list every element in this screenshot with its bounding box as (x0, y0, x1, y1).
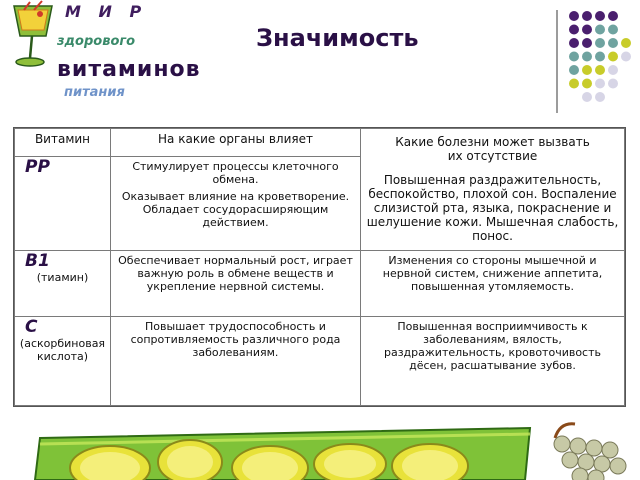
decor-dot (569, 38, 579, 48)
decor-dot (582, 52, 592, 62)
row-b1-diseases-text: Изменения со стороны мышечной и нервной систем, снижение аппетита, повышенная утомляемость. (382, 254, 603, 293)
vitamin-name-b1: В1 (25, 251, 50, 271)
decor-dot (595, 25, 605, 35)
decor-dot (621, 52, 631, 62)
header-organs: На какие органы влияет (111, 129, 361, 157)
row-c-organs (111, 317, 361, 406)
row-pp-diseases (365, 173, 620, 243)
bottom-decoration (0, 418, 640, 480)
decor-dot (582, 79, 592, 89)
decor-dot (608, 38, 618, 48)
decor-dot (608, 52, 618, 62)
row-pp-organs-text-2: Оказывает влияние на кроветворение. Обладает сосудорасширяющим действием. (121, 190, 350, 230)
decor-dot (595, 52, 605, 62)
cocktail-glass-icon (0, 0, 60, 72)
decor-dot (608, 79, 618, 89)
vitamin-name-pp: PP (25, 157, 50, 178)
vitamins-table (13, 127, 626, 407)
decor-dot (608, 65, 618, 75)
decor-dot (569, 65, 579, 75)
header-diseases (361, 129, 625, 251)
decor-dot (569, 11, 579, 21)
decor-dot (569, 52, 579, 62)
row-c-diseases (361, 317, 625, 406)
logo-word-zdorovogo: здорового (57, 34, 136, 49)
vitamin-name-c: С (25, 317, 38, 337)
row-c-name (15, 317, 111, 406)
decor-dot (582, 38, 592, 48)
row-c-organs-text: Повышает трудоспособность и сопротивляемость различного рода заболеваниям. (130, 320, 341, 359)
decor-dot (595, 65, 605, 75)
decor-dot (582, 92, 592, 102)
grapes-icon (554, 424, 626, 480)
decor-dot (595, 92, 605, 102)
row-pp-diseases-text: Повышенная раздражительность, беспокойство, плохой сон. Воспаление слизистой рта, языка, покраснение и шелушение кожи. Мышечная слабость, понос. (366, 173, 619, 243)
row-pp-name (15, 157, 111, 251)
row-b1-diseases (361, 251, 625, 317)
decor-dot (621, 38, 631, 48)
decor-dot (569, 25, 579, 35)
header-vitamin: Витамин (15, 129, 111, 157)
decor-dot (608, 25, 618, 35)
lemon-slices-icon (35, 428, 530, 480)
row-b1-name (15, 251, 111, 317)
row-b1-organs-text: Обеспечивает нормальный рост, играет важную роль в обмене веществ и укрепление нервной системы. (118, 254, 353, 293)
logo-word-vitaminov: витаминов (57, 57, 201, 82)
decor-dot (582, 65, 592, 75)
logo-word-pitaniya: питания (64, 85, 125, 100)
decor-dot (595, 79, 605, 89)
logo-word-mir: М И Р (65, 2, 148, 21)
divider-line (556, 10, 558, 113)
row-pp-organs-text-1: Стимулирует процессы клеточного обмена. (132, 160, 339, 187)
decor-dot (595, 38, 605, 48)
header-diseases-label: Какие болезни может вызвать их отсутствие (395, 135, 590, 163)
decor-dot (569, 79, 579, 89)
decor-dot (608, 11, 618, 21)
row-pp-organs (111, 157, 361, 251)
row-b1-organs (111, 251, 361, 317)
decor-dot (582, 11, 592, 21)
row-c-diseases-text: Повышенная восприимчивость к заболеваниям, вялость, раздражительность, кровоточивость дёсен, расшатывание зубов. (383, 320, 601, 372)
dot-grid (568, 10, 636, 106)
page-title: Значимость (256, 24, 419, 52)
vitamin-sub-b1: (тиамин) (36, 271, 89, 284)
vitamin-sub-c: (аскорбиновая кислота) (19, 337, 106, 363)
decor-dot (595, 11, 605, 21)
decor-dot (582, 25, 592, 35)
